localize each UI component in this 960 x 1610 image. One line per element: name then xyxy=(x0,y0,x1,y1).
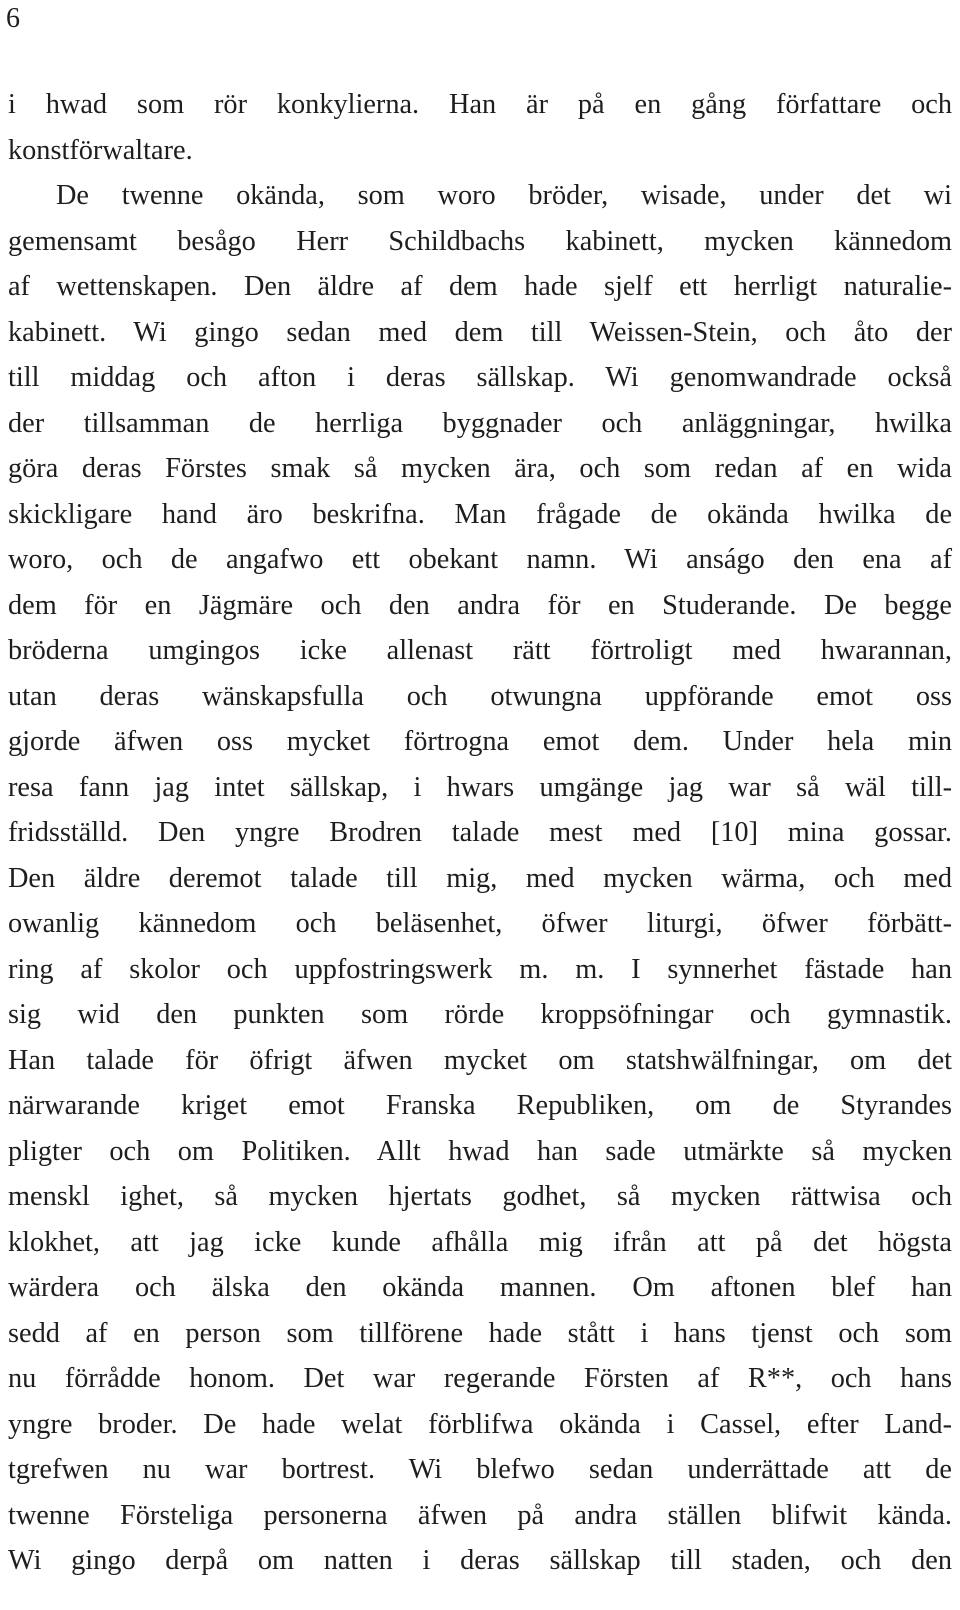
text-line: kabinett. Wi gingo sedan med dem till Weissen-Stein, och åto der xyxy=(8,316,952,348)
text-line: utan deras wänskapsfulla och otwungna uppförande emot oss xyxy=(8,680,952,712)
text-line: i hwad som rör konkylierna. Han är på en gång författare och xyxy=(8,89,952,120)
text-line: fridsställd. Den yngre Brodren talade mest med [10] mina gossar. xyxy=(8,817,952,848)
text-line: twenne Försteliga personerna äfwen på andra ställen blifwit kända. xyxy=(8,1499,952,1531)
text-line: till middag och afton i deras sällskap. Wi genomwandrade också xyxy=(8,362,952,393)
text-line: gemensamt besågo Herr Schildbachs kabinett, mycken kännedom xyxy=(8,225,952,257)
text-line: bröderna umgingos icke allenast rätt förtroligt med hwarannan, xyxy=(8,635,952,666)
text-line: nu förrådde honom. Det war regerande Försten af R**, och hans xyxy=(8,1363,952,1394)
text-line: owanlig kännedom och beläsenhet, öfwer liturgi, öfwer förbätt- xyxy=(8,908,952,939)
text-line: klokhet, att jag icke kunde afhålla mig ifrån att på det högsta xyxy=(8,1226,952,1258)
text-line: ring af skolor och uppfostringswerk m. m. I synnerhet fästade han xyxy=(8,953,952,985)
text-line: woro, och de angafwo ett obekant namn. Wi anságo den ena af xyxy=(8,544,952,575)
text-line: Wi gingo derpå om natten i deras sällskap till staden, och den xyxy=(8,1545,952,1576)
text-line: resa fann jag intet sällskap, i hwars umgänge jag war så wäl till- xyxy=(8,771,952,803)
text-line: Den äldre deremot talade till mig, med mycken wärma, och med xyxy=(8,862,952,894)
text-line: pligter och om Politiken. Allt hwad han sade utmärkte så mycken xyxy=(8,1135,952,1167)
text-line: der tillsamman de herrliga byggnader och anläggningar, hwilka xyxy=(8,407,952,439)
text-line: yngre broder. De hade welat förblifwa okända i Cassel, efter Land- xyxy=(8,1408,952,1440)
page-number: 6 xyxy=(6,3,20,34)
text-line: tgrefwen nu war bortrest. Wi blefwo sedan underrättade att de xyxy=(8,1454,952,1485)
text-line: De twenne okända, som woro bröder, wisade, under det wi xyxy=(56,180,952,211)
text-line: närwarande kriget emot Franska Republiken, om de Styrandes xyxy=(8,1090,952,1121)
text-line: sig wid den punkten som rörde kroppsöfningar och gymnastik. xyxy=(8,999,952,1030)
text-line: konstförwaltare. xyxy=(8,134,193,166)
text-line: Han talade för öfrigt äfwen mycket om statshwälfningar, om det xyxy=(8,1044,952,1076)
text-line: sedd af en person som tillförene hade stått i hans tjenst och som xyxy=(8,1317,952,1349)
text-line: dem för en Jägmäre och den andra för en Studerande. De begge xyxy=(8,589,952,621)
body-text xyxy=(8,82,952,1584)
text-line: gjorde äfwen oss mycket förtrogna emot dem. Under hela min xyxy=(8,726,952,757)
text-line: af wettenskapen. Den äldre af dem hade sjelf ett herrligt naturalie- xyxy=(8,271,952,302)
text-line: skickligare hand äro beskrifna. Man frågade de okända hwilka de xyxy=(8,498,952,530)
text-line: wärdera och älska den okända mannen. Om aftonen blef han xyxy=(8,1272,952,1303)
text-line: menskl ighet, så mycken hjertats godhet, så mycken rättwisa och xyxy=(8,1181,952,1212)
text-line: göra deras Förstes smak så mycken ära, och som redan af en wida xyxy=(8,453,952,484)
